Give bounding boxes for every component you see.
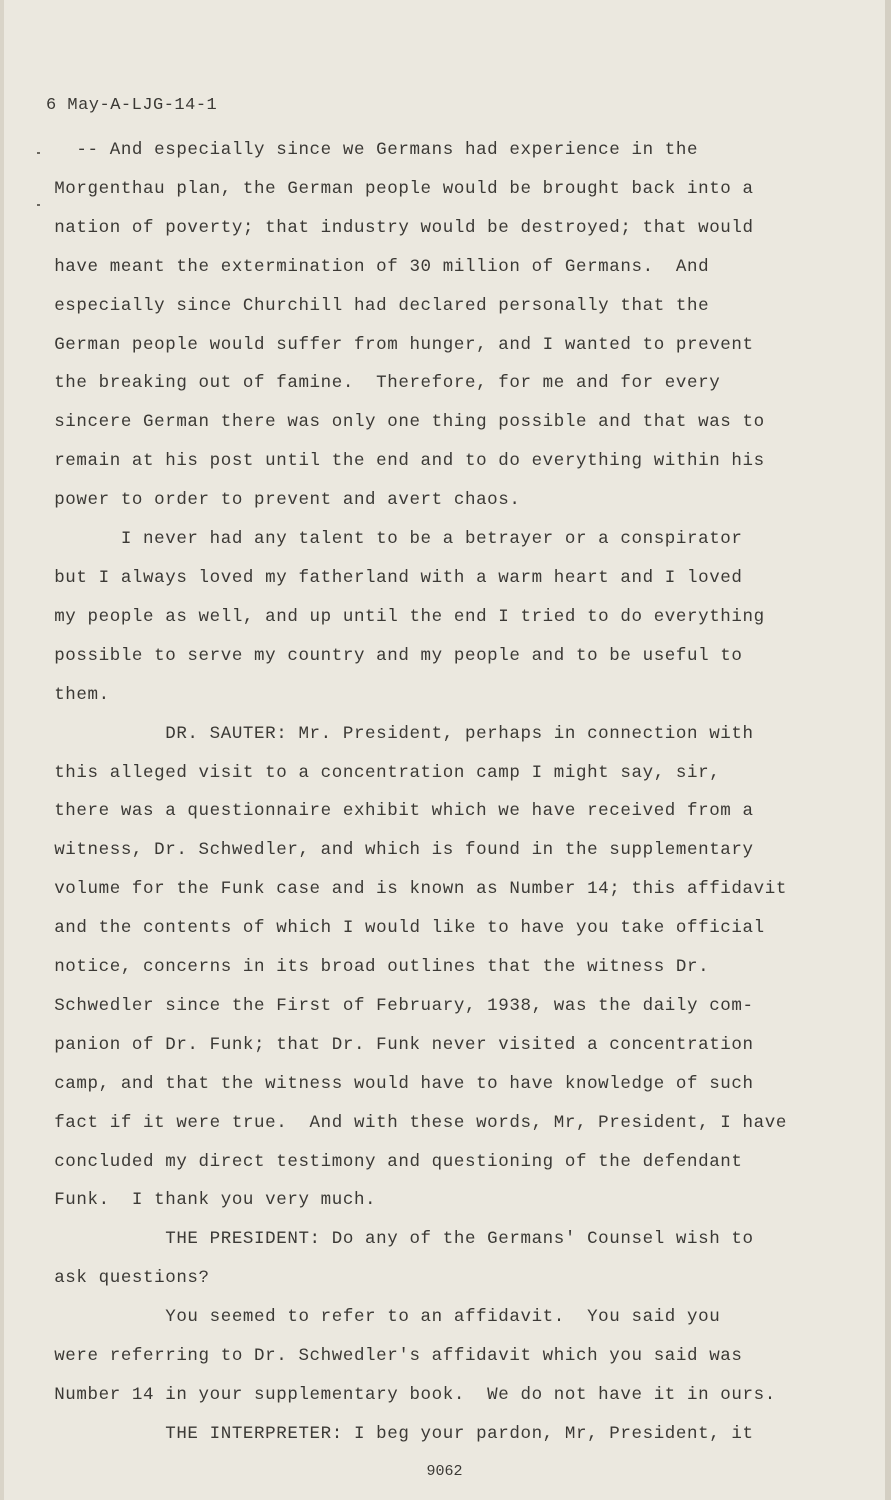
text-line: THE PRESIDENT: Do any of the Germans' Counsel wish to [32, 1229, 754, 1250]
text-line: German people would suffer from hunger, and I wanted to prevent [32, 334, 754, 355]
text-line: You seemed to refer to an affidavit. You said you [32, 1307, 721, 1328]
text-line: camp, and that the witness would have to have knowledge of such [32, 1073, 754, 1094]
text-line: notice, concerns in its broad outlines that the witness Dr. [32, 957, 710, 978]
text-line: concluded my direct testimony and questioning of the defendant [32, 1151, 743, 1172]
text-line: this alleged visit to a concentration camp I might say, sir, [32, 762, 721, 783]
text-line: have meant the extermination of 30 million of Germans. And [32, 256, 710, 277]
text-line: my people as well, and up until the end I tried to do everything [32, 606, 765, 627]
text-line: -- And especially since we Germans had experience in the [32, 140, 699, 160]
text-line: the breaking out of famine. Therefore, for me and for every [32, 373, 721, 394]
text-line: THE INTERPRETER: I beg your pardon, Mr, President, it [32, 1423, 754, 1444]
document-body [32, 131, 822, 1454]
document-header: 6 May-A-LJG-14-1 [46, 96, 218, 115]
text-line: but I always loved my fatherland with a warm heart and I loved [32, 567, 743, 588]
text-line: sincere German there was only one thing possible and that was to [32, 412, 765, 433]
text-line: I never had any talent to be a betrayer or a conspirator [32, 529, 743, 550]
text-line: power to order to prevent and avert chaos. [32, 490, 521, 511]
text-line: there was a questionnaire exhibit which we have received from a [32, 801, 754, 822]
text-line: nation of poverty; that industry would be destroyed; that would [32, 217, 754, 238]
text-line: panion of Dr. Funk; that Dr. Funk never visited a concentration [32, 1034, 754, 1055]
text-line: Number 14 in your supplementary book. We do not have it in ours. [32, 1385, 776, 1405]
text-line: remain at his post until the end and to do everything within his [32, 451, 765, 472]
text-line: ask questions? [32, 1268, 210, 1289]
text-line: them. [32, 684, 110, 705]
text-line: possible to serve my country and my people and to be useful to [32, 645, 743, 666]
text-line: were referring to Dr. Schwedler's affidavit which you said was [32, 1346, 743, 1367]
page-number: 9062 [426, 1463, 463, 1480]
text-line: especially since Churchill had declared personally that the [32, 295, 710, 316]
text-line: witness, Dr. Schwedler, and which is found in the supplementary [32, 840, 754, 861]
text-line: Schwedler since the First of February, 1938, was the daily com- [32, 995, 754, 1016]
text-line: fact if it were true. And with these words, Mr, President, I have [32, 1112, 787, 1133]
text-line: Funk. I thank you very much. [32, 1190, 377, 1211]
text-line: volume for the Funk case and is known as Number 14; this affidavit [32, 879, 787, 900]
text-line: Morgenthau plan, the German people would be brought back into a [32, 178, 754, 199]
text-line: and the contents of which I would like to have you take official [32, 918, 765, 939]
text-line: DR. SAUTER: Mr. President, perhaps in connection with [32, 723, 754, 744]
